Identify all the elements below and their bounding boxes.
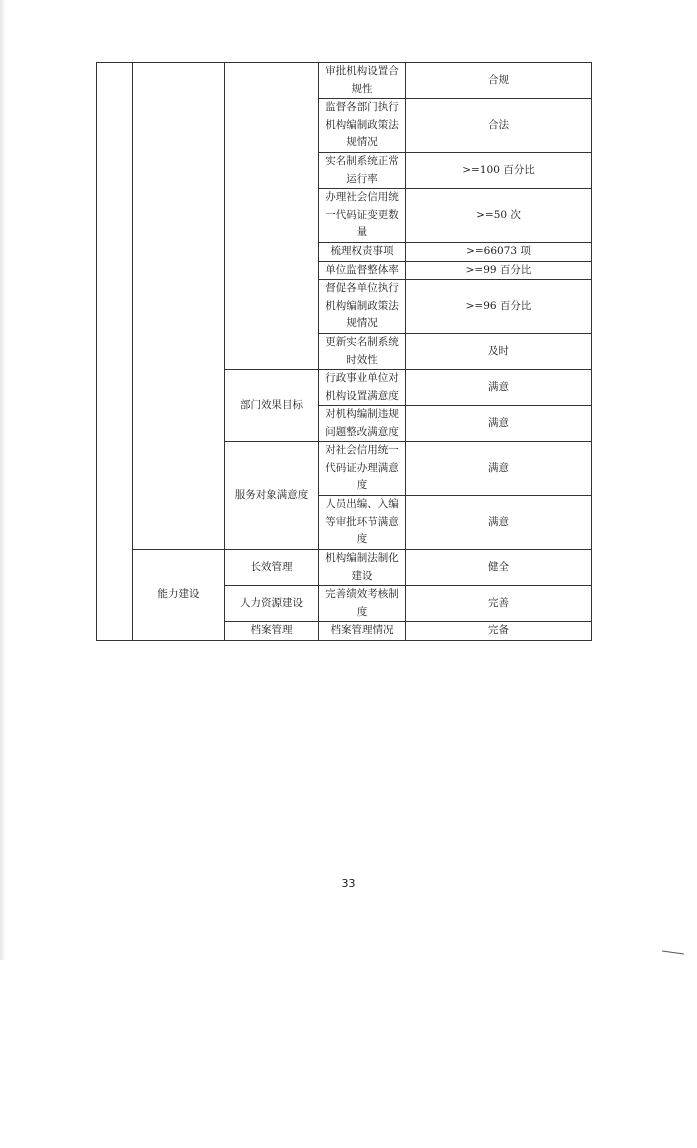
indicator-value: 及时: [406, 334, 592, 370]
indicator-name: 更新实名制系统时效性: [319, 334, 406, 370]
table-row: [97, 63, 592, 99]
indicator-value: 合法: [406, 99, 592, 153]
indicator-value: >=50 次: [406, 189, 592, 243]
indicator-name: 审批机构设置合规性: [319, 63, 406, 99]
group-long-term: 长效管理: [225, 550, 319, 586]
indicator-name: 机构编制法制化建设: [319, 550, 406, 586]
level2-cell: [133, 63, 225, 550]
group-capacity: 能力建设: [133, 550, 225, 641]
indicator-name: 人员出编、入编等审批环节满意度: [319, 496, 406, 550]
table-row: [97, 550, 592, 586]
scan-mark: [662, 950, 684, 954]
indicator-value: >=99 百分比: [406, 261, 592, 280]
indicator-value: 满意: [406, 496, 592, 550]
performance-indicator-table: [96, 62, 592, 641]
group-archive: 档案管理: [225, 622, 319, 641]
indicator-value: 完善: [406, 586, 592, 622]
page-number: 33: [341, 877, 356, 890]
group-hr: 人力资源建设: [225, 586, 319, 622]
indicator-name: 梳理权责事项: [319, 243, 406, 262]
indicator-name: 督促各单位执行机构编制政策法规情况: [319, 280, 406, 334]
indicator-name: 实名制系统正常运行率: [319, 153, 406, 189]
group-dept-effect: 部门效果目标: [225, 370, 319, 442]
indicator-name: 对机构编制违规问题整改满意度: [319, 406, 406, 442]
indicator-name: 完善绩效考核制度: [319, 586, 406, 622]
indicator-value: 健全: [406, 550, 592, 586]
level1-cell: [97, 63, 133, 641]
indicator-value: 满意: [406, 370, 592, 406]
indicator-value: >=100 百分比: [406, 153, 592, 189]
indicator-value: 满意: [406, 442, 592, 496]
indicator-value: >=66073 项: [406, 243, 592, 262]
indicator-value: 完备: [406, 622, 592, 641]
indicator-name: 单位监督整体率: [319, 261, 406, 280]
indicator-name: 办理社会信用统一代码证变更数量: [319, 189, 406, 243]
indicator-name: 行政事业单位对机构设置满意度: [319, 370, 406, 406]
indicator-name: 档案管理情况: [319, 622, 406, 641]
scan-page-edge: [0, 0, 6, 960]
indicator-value: >=96 百分比: [406, 280, 592, 334]
indicator-value: 合规: [406, 63, 592, 99]
level3-cell: [225, 63, 319, 370]
group-service-satisfaction: 服务对象满意度: [225, 442, 319, 550]
indicator-name: 对社会信用统一代码证办理满意度: [319, 442, 406, 496]
indicator-name: 监督各部门执行机构编制政策法规情况: [319, 99, 406, 153]
indicator-value: 满意: [406, 406, 592, 442]
